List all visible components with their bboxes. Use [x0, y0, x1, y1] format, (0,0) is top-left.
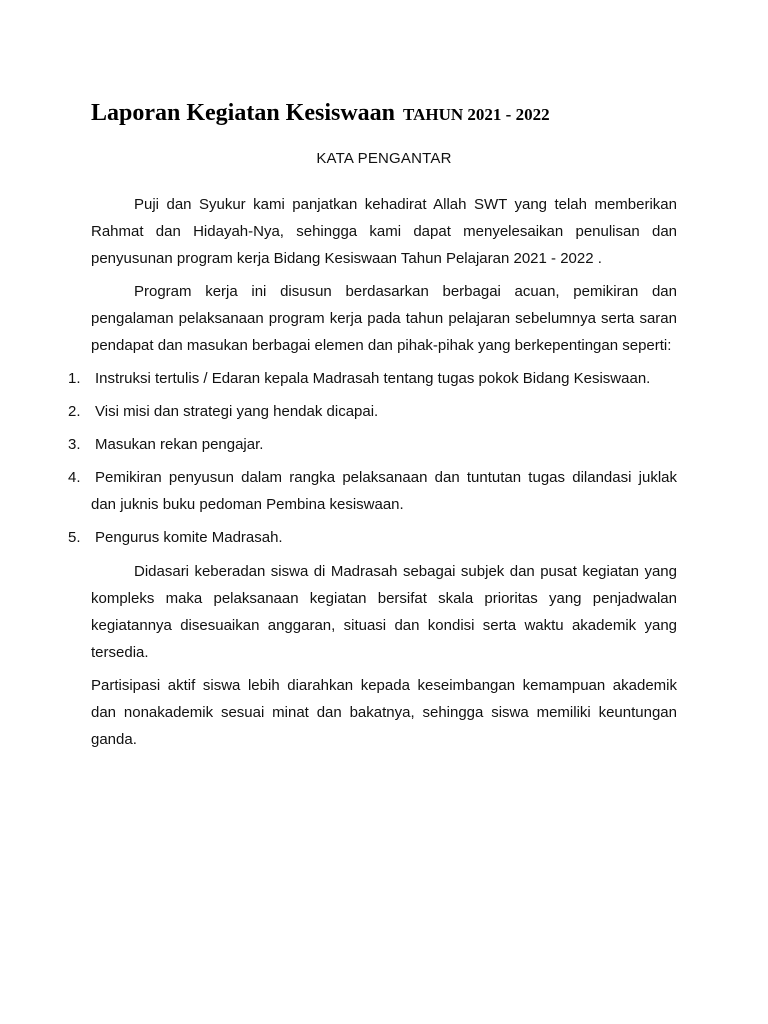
list-item-text: Visi misi dan strategi yang hendak dicapai. [95, 403, 379, 420]
list-item-number: 5. [68, 529, 81, 546]
section-heading: KATA PENGANTAR [316, 150, 452, 167]
title-main: Laporan Kegiatan Kesiswaan [91, 100, 396, 126]
document-title [91, 95, 550, 129]
list-item-text: Masukan rekan pengajar. [95, 436, 264, 453]
list-item-number: 4. [68, 469, 81, 486]
list-item-number: 1. [68, 370, 81, 387]
paragraph-intro-2: Program kerja ini disusun berdasarkan berbagai acuan, pemikiran dan pengalaman pelaksanaan program kerja pada tahun pelajaran sebelumnya serta saran pendapat dan masukan berbagai elemen dan pihak-pihak yang berkepentingan seperti: [91, 283, 677, 354]
paragraph-closing-1: Didasari keberadan siswa di Madrasah sebagai subjek dan pusat kegiatan yang kompleks maka pelaksanaan kegiatan bersifat skala prioritas yang penjadwalan kegiatannya disesuaikan anggaran, situasi dan kondisi serta waktu akademik yang tersedia. [91, 563, 677, 661]
list-item-number: 2. [68, 403, 81, 420]
list-item-text: Instruksi tertulis / Edaran kepala Madrasah tentang tugas pokok Bidang Kesiswaan. [95, 370, 651, 387]
paragraph-closing-2: Partisipasi aktif siswa lebih diarahkan kepada keseimbangan kemampuan akademik dan nonakademik sesuai minat dan bakatnya, sehingga siswa memiliki keuntungan ganda. [91, 677, 677, 748]
title-year: TAHUN 2021 - 2022 [403, 105, 550, 124]
list-item-text: Pemikiran penyusun dalam rangka pelaksanaan dan tuntutan tugas dilandasi juklak dan juknis buku pedoman Pembina kesiswaan. [91, 469, 677, 513]
list-item-number: 3. [68, 436, 81, 453]
paragraph-intro-1: Puji dan Syukur kami panjatkan kehadirat Allah SWT yang telah memberikan Rahmat dan Hidayah-Nya, sehingga kami dapat menyelesaikan penulisan dan penyusunan program kerja Bidang Kesiswaan Tahun Pelajaran 2021 - 2022 . [91, 196, 677, 267]
list-item-text: Pengurus komite Madrasah. [95, 529, 283, 546]
